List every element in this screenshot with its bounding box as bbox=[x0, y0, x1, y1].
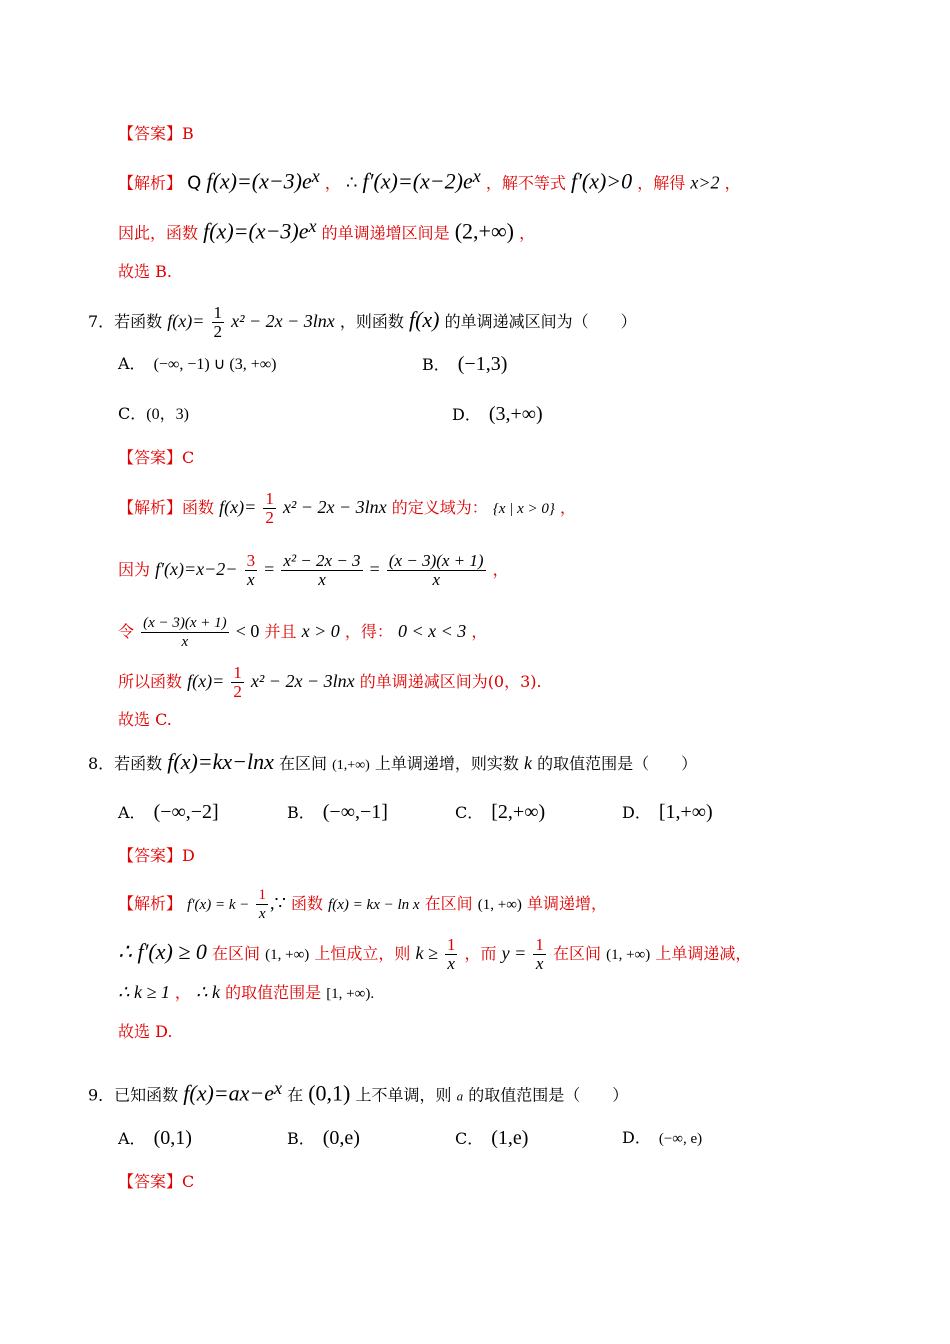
math-interval: (1, +∞) bbox=[606, 947, 651, 963]
math-expression: x² − 2x − 3lnx bbox=[250, 671, 355, 691]
analysis-label: 【解析】 bbox=[118, 173, 183, 193]
q7-option-a[interactable] bbox=[118, 352, 276, 377]
q8-analysis-line-3 bbox=[118, 982, 374, 1004]
option-label: D． bbox=[622, 803, 651, 822]
numerator: (x − 3)(x + 1) bbox=[388, 551, 484, 570]
math-expression: f′(x)=(x−2)e bbox=[362, 168, 473, 194]
math-expression: x² − 2x − 3lnx bbox=[282, 497, 387, 517]
math-interval: (0,1) bbox=[308, 1080, 351, 1106]
text: 在区间 bbox=[552, 944, 601, 963]
punctuation: ， bbox=[324, 173, 341, 193]
fraction bbox=[245, 552, 258, 589]
math-interval: [1, +∞). bbox=[326, 986, 375, 1002]
text: 上单调递减， bbox=[655, 944, 752, 963]
numerator: 1 bbox=[258, 887, 266, 903]
option-value: (0,1) bbox=[153, 1127, 192, 1149]
denominator: x bbox=[247, 570, 255, 589]
numerator: x² − 2x − 3 bbox=[283, 551, 361, 570]
option-label: B． bbox=[287, 1129, 315, 1148]
equals: = bbox=[264, 559, 275, 579]
option-label: C． bbox=[118, 404, 147, 423]
text: ， bbox=[471, 622, 488, 641]
math-expression: f(x)=ax−e bbox=[183, 1080, 275, 1106]
denominator: x bbox=[258, 906, 266, 922]
numerator: 1 bbox=[446, 935, 456, 954]
option-label: C． bbox=[455, 1129, 484, 1148]
denominator: 2 bbox=[213, 322, 222, 341]
therefore-symbol: ∴ bbox=[345, 172, 358, 193]
math-expression: f(x)=kx−lnx bbox=[167, 749, 274, 774]
answer-value: D bbox=[182, 846, 195, 865]
equals: = bbox=[369, 559, 380, 579]
text: ，解不等式 bbox=[485, 173, 566, 193]
math-interval: (2,+∞) bbox=[454, 218, 514, 244]
math-interval: (1, +∞) bbox=[477, 897, 522, 913]
option-label: D． bbox=[452, 405, 481, 424]
analysis-label: 【解析】 bbox=[118, 498, 183, 517]
math-expression: y = bbox=[501, 943, 527, 963]
option-label: B． bbox=[287, 803, 315, 822]
text: 故选 D. bbox=[118, 1022, 173, 1041]
denominator: 2 bbox=[265, 508, 274, 527]
math-expression: < 0 bbox=[235, 621, 260, 641]
option-label: A． bbox=[118, 1129, 146, 1148]
math-expression: f(x)= bbox=[167, 311, 205, 331]
text: 函数 bbox=[291, 894, 324, 913]
q8-analysis-line-1 bbox=[118, 886, 607, 923]
fraction bbox=[445, 936, 458, 973]
analysis-label: 【解析】 bbox=[118, 894, 183, 913]
q9-answer bbox=[118, 1172, 194, 1192]
text: 在 bbox=[287, 1085, 304, 1105]
text: 的单调递减区间为（ ） bbox=[444, 312, 637, 331]
text: 上恒成立，则 bbox=[314, 944, 411, 963]
text: 的单调递减区间为(0，3). bbox=[359, 672, 542, 691]
text: ， bbox=[519, 223, 536, 243]
q9-option-d[interactable] bbox=[622, 1126, 702, 1151]
math-expression: f(x) bbox=[408, 307, 440, 332]
numerator: (x − 3)(x + 1) bbox=[143, 615, 227, 631]
option-value: [1,+∞) bbox=[658, 801, 713, 823]
math-interval: (1, +∞) bbox=[265, 947, 310, 963]
q6-analysis-line-2: 因此，函数 $f(x)=(x-3)e^x$ 的单调递增区间是 (2,+∞) ， bbox=[118, 216, 536, 244]
text: 在区间 bbox=[212, 944, 261, 963]
q7-analysis-line-2 bbox=[118, 552, 509, 589]
math-expression: f(x)=(x−3)e bbox=[203, 218, 309, 244]
text: ， bbox=[174, 983, 191, 1002]
text: ， bbox=[559, 498, 576, 517]
text: 上单调递增，则实数 bbox=[374, 754, 519, 773]
symbol-q: Q bbox=[187, 172, 202, 194]
text: 令 bbox=[118, 622, 135, 641]
text: 的取值范围是（ ） bbox=[537, 754, 698, 773]
fraction bbox=[387, 552, 486, 589]
question-number: 8．若函数 bbox=[88, 754, 163, 773]
option-value: (3,+∞) bbox=[488, 403, 543, 425]
fraction bbox=[212, 304, 225, 341]
question-number: 7．若函数 bbox=[88, 312, 163, 331]
q8-stem bbox=[88, 749, 698, 776]
answer-label: 【答案】 bbox=[118, 448, 183, 467]
text: ，解得 bbox=[637, 173, 686, 193]
option-label: A． bbox=[118, 354, 146, 373]
q9-option-a[interactable] bbox=[118, 1126, 192, 1151]
q7-option-b[interactable] bbox=[422, 352, 507, 377]
fraction bbox=[141, 614, 229, 651]
option-value: [2,+∞) bbox=[491, 801, 546, 823]
text: ， bbox=[724, 173, 741, 193]
text: 所以函数 bbox=[118, 672, 183, 691]
answer-label: 【答案】 bbox=[118, 1172, 183, 1191]
q9-stem: 9．已知函数 $f(x)=ax-e^x$ 在 (0,1) 上不单调，则 a 的取值范围是（ ） bbox=[88, 1078, 629, 1106]
fraction bbox=[231, 664, 244, 701]
numerator: 1 bbox=[265, 489, 274, 508]
q8-option-a[interactable] bbox=[118, 800, 219, 825]
math-expression: f′(x) = k − bbox=[187, 897, 250, 913]
text: 因此，函数 bbox=[118, 223, 199, 243]
denominator: x bbox=[181, 634, 189, 650]
option-label: B． bbox=[422, 355, 450, 374]
math-expression: ∴ f′(x) ≥ 0 bbox=[118, 939, 207, 964]
answer-label: 【答案】 bbox=[118, 124, 183, 143]
numerator: 1 bbox=[535, 935, 544, 954]
math-variable: a bbox=[456, 1088, 464, 1104]
text: 在区间 bbox=[424, 894, 473, 913]
text: ， bbox=[492, 560, 509, 579]
math-expression: x > 0 bbox=[301, 621, 340, 641]
denominator: x bbox=[318, 570, 326, 589]
fraction bbox=[263, 490, 276, 527]
q7-answer bbox=[118, 448, 194, 468]
q9-option-c[interactable] bbox=[455, 1126, 528, 1151]
q7-option-c[interactable] bbox=[118, 402, 189, 427]
fraction bbox=[281, 552, 362, 589]
text: 的单调递增区间是 bbox=[321, 223, 450, 243]
denominator: 2 bbox=[233, 682, 242, 701]
q7-option-d[interactable] bbox=[452, 402, 543, 427]
answer-label: 【答案】 bbox=[118, 846, 183, 865]
text: 在区间 bbox=[279, 754, 328, 773]
math-expression: f(x)= bbox=[219, 497, 257, 517]
answer-value: C bbox=[182, 1172, 195, 1191]
text: 函数 bbox=[182, 498, 215, 517]
q8-option-d[interactable] bbox=[622, 800, 713, 825]
q6-answer bbox=[118, 124, 194, 144]
q7-analysis-line-3 bbox=[118, 614, 487, 651]
denominator: x bbox=[535, 954, 544, 973]
q7-analysis-line-4 bbox=[118, 664, 542, 701]
text: 故选 C. bbox=[118, 710, 172, 729]
option-label: A． bbox=[118, 803, 146, 822]
math-interval: (1,+∞) bbox=[332, 758, 370, 773]
math-expression: f′(x)=x−2− bbox=[155, 559, 238, 579]
math-set: {x | x > 0} bbox=[492, 501, 555, 517]
math-expression: 0 < x < 3 bbox=[397, 621, 467, 641]
text: ，则函数 bbox=[339, 312, 404, 331]
q8-conclusion bbox=[118, 1022, 172, 1042]
math-expression: f(x)=(x−3)e bbox=[206, 168, 312, 194]
math-expression: f(x)= bbox=[187, 671, 225, 691]
option-value: (−∞,−1] bbox=[322, 801, 388, 823]
q6-analysis-line-1: 【解析】 Q $f(x)=(x-3)e^x$ ， ∴ $f'(x)=(x-2)e^x$ ，解不等式 f′(x)>0 ，解得 x>2 ， bbox=[118, 166, 741, 194]
q6-conclusion bbox=[118, 262, 172, 282]
q8-analysis-line-2 bbox=[118, 936, 751, 973]
option-value: (−∞, −1) ∪ (3, +∞) bbox=[153, 356, 277, 373]
math-expression: f(x) = kx − ln x bbox=[328, 897, 420, 913]
option-value: (−∞,−2] bbox=[153, 801, 219, 823]
option-label: C． bbox=[455, 803, 484, 822]
q7-stem bbox=[88, 304, 637, 341]
option-value: (−1,3) bbox=[457, 353, 508, 375]
math-expression: ∴ k ≥ 1 bbox=[118, 982, 170, 1002]
text: 的取值范围是 bbox=[225, 983, 322, 1002]
answer-value: B bbox=[182, 124, 194, 143]
q7-analysis-line-1 bbox=[118, 490, 576, 527]
text: 因为 bbox=[118, 560, 151, 579]
text: ，而 bbox=[464, 944, 497, 963]
q9-option-b[interactable] bbox=[287, 1126, 360, 1151]
denominator: x bbox=[447, 954, 455, 973]
option-label: D． bbox=[622, 1128, 651, 1147]
denominator: x bbox=[432, 570, 440, 589]
option-value: (1,e) bbox=[491, 1127, 529, 1149]
text: 的定义域为： bbox=[391, 498, 488, 517]
math-expression: x² − 2x − 3lnx bbox=[231, 311, 335, 331]
answer-value: C bbox=[182, 448, 195, 467]
text: ，得： bbox=[344, 622, 393, 641]
text: 单调递增， bbox=[527, 894, 608, 913]
numerator: 1 bbox=[213, 303, 222, 322]
numerator: 3 bbox=[246, 551, 256, 570]
math-expression: x>2 bbox=[690, 172, 720, 193]
because-symbol: ,∵ bbox=[269, 893, 286, 913]
q7-conclusion bbox=[118, 710, 172, 730]
text: 并且 bbox=[264, 622, 297, 641]
text: 故选 B. bbox=[118, 262, 172, 281]
q8-option-c[interactable] bbox=[455, 800, 545, 825]
option-value: (0,e) bbox=[322, 1127, 360, 1149]
q8-option-b[interactable] bbox=[287, 800, 388, 825]
text: 的取值范围是（ ） bbox=[468, 1085, 629, 1105]
option-value: (−∞, e) bbox=[658, 1131, 703, 1147]
fraction bbox=[256, 886, 268, 923]
numerator: 1 bbox=[233, 663, 242, 682]
math-expression: k ≥ bbox=[415, 943, 438, 963]
q8-answer bbox=[118, 846, 195, 866]
text: 上不单调，则 bbox=[355, 1085, 452, 1105]
fraction bbox=[533, 936, 546, 973]
math-expression: ∴ k bbox=[196, 982, 220, 1002]
math-expression: f′(x)>0 bbox=[570, 168, 633, 194]
math-variable: k bbox=[524, 753, 533, 773]
option-value: (0，3) bbox=[146, 406, 189, 423]
question-number: 9．已知函数 bbox=[88, 1085, 179, 1105]
